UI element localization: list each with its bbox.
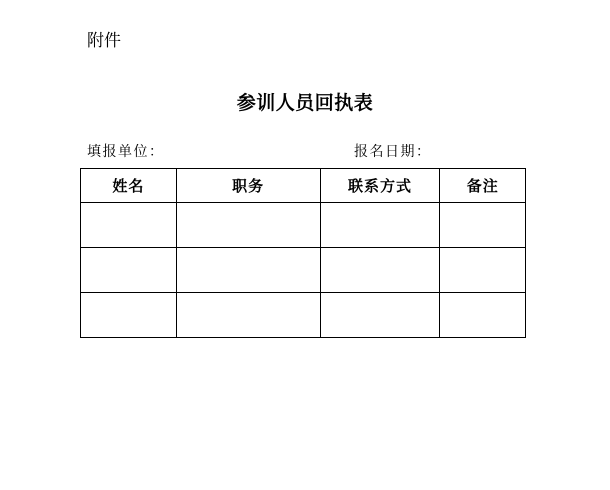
position-cell[interactable]	[176, 248, 320, 293]
header-remarks: 备注	[440, 169, 526, 203]
name-cell[interactable]	[81, 293, 177, 338]
header-name: 姓名	[81, 169, 177, 203]
header-position: 职务	[176, 169, 320, 203]
attachment-label: 附件	[87, 31, 121, 51]
table-row	[81, 248, 526, 293]
registration-date-label: 报名日期：	[354, 144, 432, 160]
contact-cell[interactable]	[320, 203, 440, 248]
document-title: 参训人员回执表	[236, 92, 374, 114]
table-row	[81, 293, 526, 338]
participant-receipt-table	[80, 168, 526, 338]
header-contact: 联系方式	[320, 169, 440, 203]
name-cell[interactable]	[81, 203, 177, 248]
position-cell[interactable]	[176, 293, 320, 338]
contact-cell[interactable]	[320, 293, 440, 338]
position-cell[interactable]	[176, 203, 320, 248]
name-cell[interactable]	[81, 248, 177, 293]
remarks-cell[interactable]	[440, 293, 526, 338]
contact-cell[interactable]	[320, 248, 440, 293]
table-row	[81, 203, 526, 248]
remarks-cell[interactable]	[440, 203, 526, 248]
remarks-cell[interactable]	[440, 248, 526, 293]
reporting-unit-label: 填报单位：	[87, 144, 165, 160]
table-header-row	[81, 169, 526, 203]
